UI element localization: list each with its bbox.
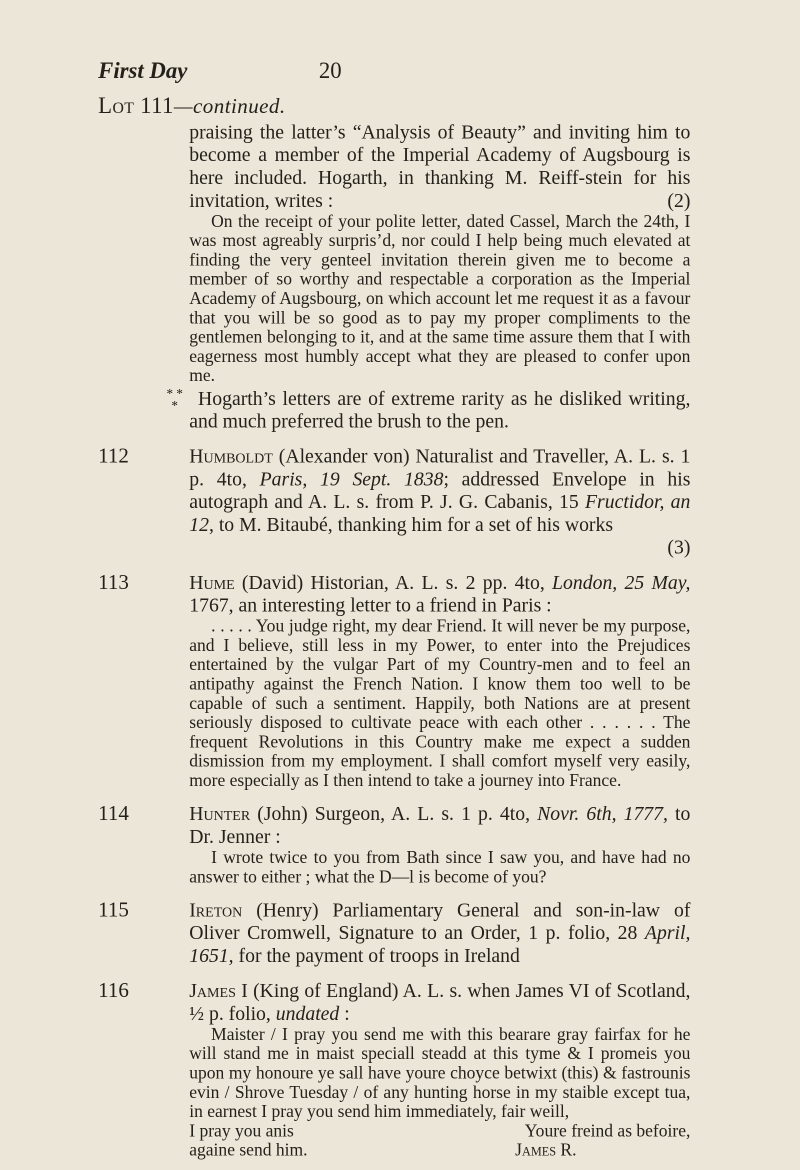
lot-114-text-b: to Dr. Jenner : — [189, 802, 691, 848]
lot-114-number: 114 — [98, 802, 129, 826]
lot-116-closing-left: I pray you anis — [189, 1121, 294, 1141]
lot-116-closing-right: Youre freind as befoire, — [524, 1121, 691, 1141]
lot-continued-heading — [98, 93, 285, 119]
lot-116-signature: James R. — [515, 1140, 577, 1160]
lot-114-description — [189, 803, 690, 849]
asterism-mark: * * * — [166, 387, 183, 414]
lot-115-text-b: for the payment of troops in Ireland — [233, 944, 520, 967]
lot-113-quote: . . . . . You judge right, my dear Friend. It will never be my purpose, and I believe, still less in my Power, to enter into the Prejudices entertained by the vulgar Part of my Country-men and to feel an antipathy against the French Nation. I know them too well to be capable of such a sentiment. Happily, both Nations are at present seriously disposed to cultivate peace with each other . . . . . . The frequent Revolutions in this Country make me expect a sudden dismission from my employment. I shall comfort myself very easily, more especially as I then intend to take a journey into France. — [189, 616, 691, 791]
lot-116-text-b: : — [339, 1002, 350, 1025]
lot-112-text-b: ; addressed Envelope in his autograph and A. L. s. from P. J. G. Cabanis, 15 — [189, 467, 691, 513]
lot-115-text-a: (Henry) Parliamentary General and son-in-law of Oliver Cromwell, Signature to an Order, 1 p. folio, 28 — [189, 898, 691, 944]
lot-116-name: James I — [189, 979, 248, 1002]
page-number: 20 — [318, 57, 342, 84]
lot-115-place-date: April, 1651, — [189, 921, 691, 967]
lot-113-name: Hume — [189, 571, 235, 594]
lot-112-place-date: Paris, 19 Sept. 1838 — [259, 467, 444, 490]
lot-115-description — [189, 899, 690, 967]
lot-115-entry — [189, 899, 690, 967]
lot-112-text-c: , to M. Bitaubé, thanking him for a set of his works — [208, 513, 614, 536]
lot-114-quote: I wrote twice to you from Bath since I saw you, and have had no answer to either ; what the D—l is become of you? — [189, 848, 691, 887]
lot-111-paragraph — [189, 121, 690, 212]
lot-111-count: (2) — [667, 189, 691, 212]
continued-label: —continued. — [173, 95, 286, 119]
lot-111-quote: On the receipt of your polite letter, dated Cassel, March the 24th, I was most agreably surpris’d, nor could I help being much elevated at finding the very genteel invitation therein given me to become a member of so worthy and respectable a corporation as the Imperial Academy of Augsbourg, on which account let me request it as a favour that you will be so good as to pay my proper compliments to the gentlemen belonging to it, and at the same time assure them that I with eagerness most humbly accept what they are pleased to confer upon me. — [189, 212, 691, 386]
lot-111-entry — [189, 121, 690, 433]
lot-115-number: 115 — [98, 898, 129, 922]
lot-116-closing-row — [189, 1121, 690, 1140]
lot-116-description — [189, 980, 690, 1026]
lot-113-place-date: London, 25 May, — [552, 571, 691, 594]
lot-113-text-b: 1767, an interesting letter to a friend in Paris : — [189, 594, 552, 616]
lot-112-description — [189, 445, 691, 559]
lot-113-text-a: (David) Historian, A. L. s. 2 pp. 4to, — [234, 571, 553, 594]
lot-112-count: (3) — [667, 536, 691, 559]
lot-114-place-date: Novr. 6th, 1777, — [537, 802, 668, 825]
lot-116-entry — [189, 980, 690, 1160]
lot-114-text-a: (John) Surgeon, A. L. s. 1 p. 4to, — [250, 802, 538, 825]
running-head-title: First Day — [98, 57, 188, 84]
lot-113-entry — [189, 571, 690, 790]
lot-115-name: Ireton — [189, 898, 243, 921]
lot-112-name: Humboldt — [189, 445, 273, 467]
lot-number: 111 — [140, 92, 174, 119]
lot-112-fructidor: Fructidor, an 12 — [189, 490, 691, 536]
lot-116-text-a: (King of England) A. L. s. when James VI of Scotland, ½ p. folio, — [189, 979, 691, 1025]
lot-116-last-left: againe send him. — [189, 1140, 308, 1160]
running-head — [98, 58, 361, 84]
lot-113-description — [189, 571, 690, 617]
lot-112-text-a: (Alexander von) Naturalist and Traveller, A. L. s. 1 p. 4to, — [189, 445, 691, 490]
lot-116-quote: Maister / I pray you send me with this bearare gray fairfax for he will stand me in maist speciall steadd at this tyme & I promeis you upon my honoure ye sall have youre choyce betwixt (this) & fastrounis evin / Shrove Tuesday / of any hunting horse in my staible except tua, in earnest I pray you send him immediately, fair weill, — [189, 1025, 691, 1122]
lot-111-text: praising the latter’s “Analysis of Beauty” and inviting him to become a member of the Imperial Academy of Augsbourg is here included. Hogarth, in thanking M. Reiff-stein for his invitation, writes : — [189, 120, 691, 212]
lot-111-note: Hogarth’s letters are of extreme rarity as he disliked writing, and much preferred the brush to the pen. — [189, 387, 691, 432]
lot-113-number: 113 — [98, 571, 129, 595]
lot-112-number: 112 — [98, 445, 129, 468]
lot-114-name: Hunter — [189, 802, 251, 825]
lot-label: Lot — [98, 92, 135, 119]
lot-112-entry — [189, 445, 690, 559]
lot-116-number: 116 — [98, 979, 129, 1003]
lot-116-signature-row — [189, 1141, 690, 1160]
lot-114-entry — [189, 803, 690, 887]
lot-116-undated: undated — [275, 1002, 340, 1025]
